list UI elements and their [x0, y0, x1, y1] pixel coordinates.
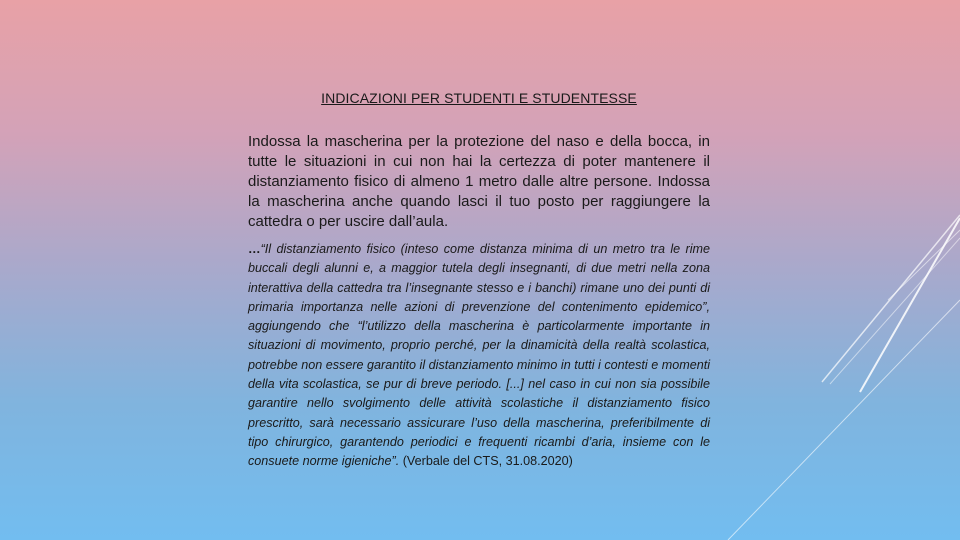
slide-title: INDICAZIONI PER STUDENTI E STUDENTESSE	[321, 90, 637, 106]
deco-line-5	[728, 300, 960, 540]
main-paragraph: Indossa la mascherina per la protezione del naso e della bocca, in tutte le situazioni in cui non hai la certezza di poter mantenere il distanziamento fisico di almeno 1 metro dalle altre persone. Indossa la mascherina anche quando lasci il tuo posto per raggiungere la cattedra o per uscire dall’aula.	[248, 133, 710, 230]
quote-text: “Il distanziamento fisico (inteso come distanza minima di un metro tra le rime buccali degli alunni e, a maggior tutela degli insegnanti, di due metri nella zona interattiva della cattedra tra l’insegnante stesso e i banchi) rimane uno dei punti di primaria importanza nelle azioni di prevenzione del contenimento epidemico”, aggiungendo che “l’utilizzo della mascherina è particolarmente importante in situazioni di movimento, proprio perché, per la dinamicità della realtà scolastica, potrebbe non essere garantito il distanziamento minimo in tutti i contesti e momenti della vita scolastica, se pur di breve periodo. [...] nel caso in cui non sia possibile garantire nello svolgimento delle attività scolastiche il distanziamento fisico prescritto, sarà necessario assicurare l’uso della mascherina, preferibilmente di tipo chirurgico, garantendo periodici e frequenti ricambi d’aria, insieme con le consuete norme igieniche”.	[248, 242, 711, 469]
quote-lead: …	[248, 242, 261, 256]
reference-text: (Verbale del CTS, 31.08.2020)	[399, 454, 573, 469]
deco-line-4	[860, 218, 960, 392]
deco-line-1	[888, 230, 960, 300]
deco-line-2	[822, 215, 960, 382]
quote-paragraph	[248, 240, 710, 472]
deco-line-3	[830, 238, 960, 384]
